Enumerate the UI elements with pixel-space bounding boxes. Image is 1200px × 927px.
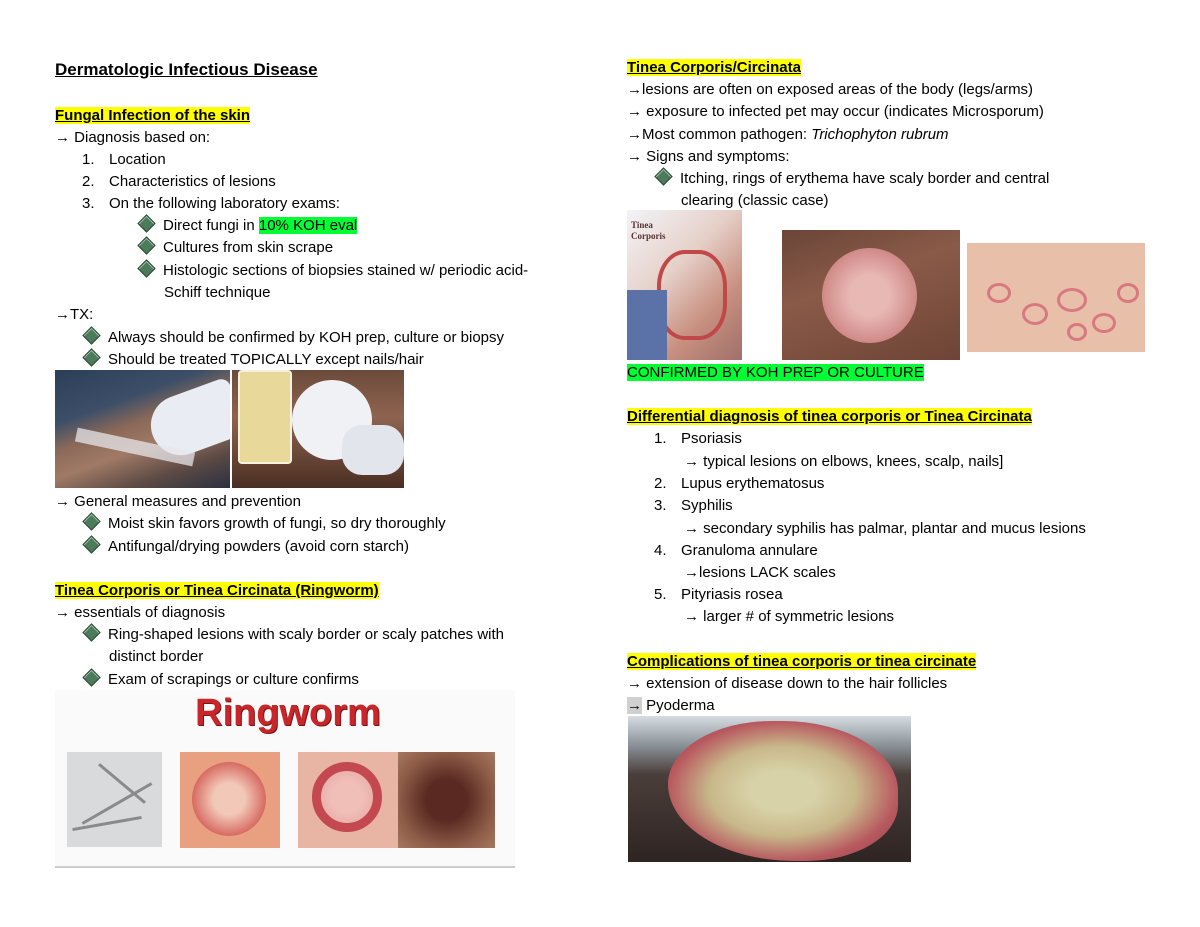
list-item-number: 1. [654, 430, 667, 447]
diamond-bullet-icon [654, 167, 672, 185]
diamond-bullet-icon [82, 326, 100, 344]
tx-item: Should be treated TOPICALLY except nails/hair [85, 350, 424, 370]
lab-exam-item-cont: Schiff technique [164, 284, 271, 301]
complication-item: → Pyoderma [627, 697, 715, 714]
page-title: Dermatologic Infectious Disease [55, 60, 318, 79]
list-item-number: 2. [82, 173, 95, 190]
diamond-bullet-icon [137, 259, 155, 277]
differential-item: Psoriasis [681, 430, 742, 447]
list-item-number: 2. [654, 475, 667, 492]
general-measures-label: → General measures and prevention [55, 493, 301, 510]
tc-line: → exposure to infected pet may occur (indicates Microsporum) [627, 103, 1044, 120]
list-item: Characteristics of lesions [109, 173, 276, 190]
fungal-heading: Fungal Infection of the skin [55, 107, 250, 124]
diamond-bullet-icon [82, 348, 100, 366]
differential-item: Pityriasis rosea [681, 586, 783, 603]
pyoderma-photo [628, 716, 911, 862]
diamond-bullet-icon [82, 512, 100, 530]
differential-item: Lupus erythematosus [681, 475, 825, 492]
ringworm-lesion-photo [180, 752, 280, 848]
diamond-bullet-icon [82, 623, 100, 641]
ringworm-banner-image [55, 690, 515, 868]
ringworm-banner-title: Ringworm [195, 692, 381, 734]
differential-subitem: → typical lesions on elbows, knees, scalp, nails] [684, 453, 1004, 470]
koh-scraping-photo [55, 370, 230, 488]
diamond-bullet-icon [82, 668, 100, 686]
ringworm-dark-lesion-photo [398, 752, 495, 848]
symptom-item: Itching, rings of erythema have scaly border and central [657, 169, 1049, 189]
diagnosis-intro: → Diagnosis based on: [55, 129, 211, 146]
list-item: On the following laboratory exams: [109, 195, 340, 212]
tx-label: →TX: [55, 306, 94, 323]
ringworm-heading: Tinea Corporis or Tinea Circinata (Ringworm) [55, 582, 379, 599]
general-measures-item: Antifungal/drying powders (avoid corn starch) [85, 537, 409, 557]
tx-item: Always should be confirmed by KOH prep, culture or biopsy [85, 328, 504, 348]
general-measures-item: Moist skin favors growth of fungi, so dry thoroughly [85, 514, 446, 534]
tinea-corporis-heading: Tinea Corporis/Circinata [627, 59, 801, 76]
essentials-label: → essentials of diagnosis [55, 604, 226, 621]
photo-label: Corporis [631, 231, 666, 241]
essentials-item-cont: distinct border [109, 648, 204, 665]
list-item-number: 1. [82, 151, 95, 168]
list-item-number: 5. [654, 586, 667, 603]
tc-line: →lesions are often on exposed areas of the body (legs/arms) [627, 81, 1034, 98]
complication-item: → extension of disease down to the hair follicles [627, 675, 948, 692]
lab-exam-item: Cultures from skin scrape [140, 238, 333, 258]
tc-line: →Most common pathogen: Trichophyton rubrum [627, 126, 949, 143]
differential-subitem: → larger # of symmetric lesions [684, 608, 895, 625]
tinea-multiple-lesions-photo [967, 243, 1145, 352]
diamond-bullet-icon [137, 214, 155, 232]
tinea-neck-photo [627, 210, 742, 360]
confirmed-note: CONFIRMED BY KOH PREP OR CULTURE [627, 364, 924, 381]
essentials-item: Ring-shaped lesions with scaly border or scaly patches with [85, 625, 504, 645]
ringworm-ring-photo [298, 752, 398, 848]
diamond-bullet-icon [137, 236, 155, 254]
lab-exam-item: Direct fungi in 10% KOH eval [140, 216, 357, 236]
list-item-number: 4. [654, 542, 667, 559]
koh-reagent-photo [232, 370, 404, 488]
essentials-item: Exam of scrapings or culture confirms [85, 670, 359, 690]
differential-subitem: →lesions LACK scales [684, 564, 836, 581]
list-item: Location [109, 151, 166, 168]
photo-label: Tinea [631, 220, 653, 230]
tc-line: → Signs and symptoms: [627, 148, 790, 165]
complications-heading: Complications of tinea corporis or tinea circinate [627, 653, 977, 670]
differential-item: Granuloma annulare [681, 542, 818, 559]
differential-item: Syphilis [681, 497, 733, 514]
differential-subitem: → secondary syphilis has palmar, plantar and mucus lesions [684, 520, 1086, 537]
fungi-microscopy-photo [67, 752, 162, 847]
list-item-number: 3. [654, 497, 667, 514]
list-item-number: 3. [82, 195, 95, 212]
diamond-bullet-icon [82, 535, 100, 553]
lab-exam-item: Histologic sections of biopsies stained w/ periodic acid- [140, 261, 528, 281]
differential-heading: Differential diagnosis of tinea corporis or Tinea Circinata [627, 408, 1032, 425]
symptom-item-cont: clearing (classic case) [681, 192, 829, 209]
tinea-plaque-photo [782, 230, 960, 360]
